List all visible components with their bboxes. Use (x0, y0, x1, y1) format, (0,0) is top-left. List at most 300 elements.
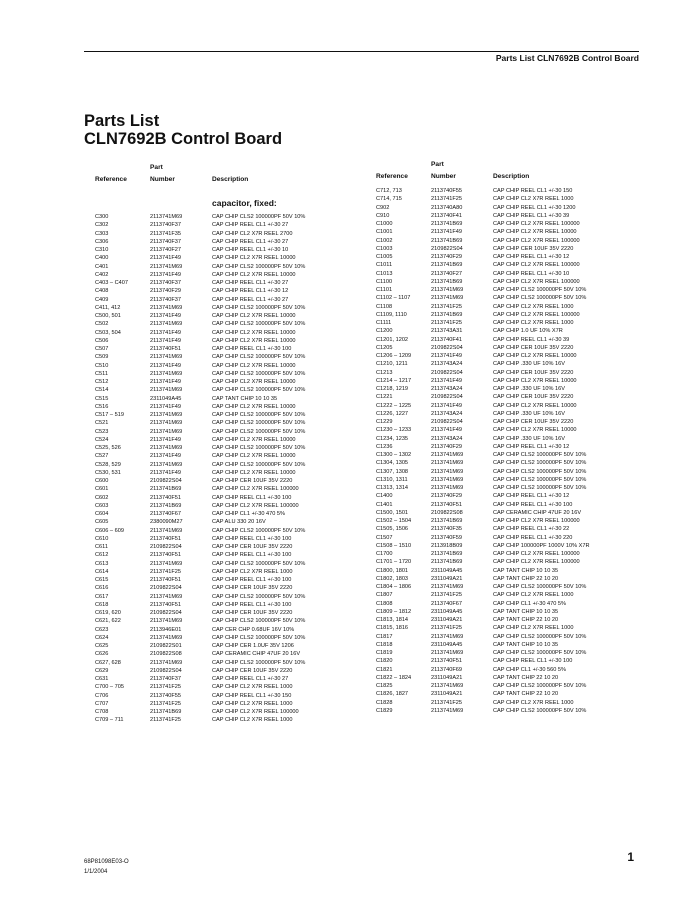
table-row (376, 600, 641, 608)
cell-part-number: 2113741M69 (150, 304, 183, 311)
cell-description: CAP CHIP CL2 X7R REEL 1000 (493, 303, 574, 310)
cell-part-number: 2113741B69 (150, 486, 182, 493)
cell-reference: C626 (95, 651, 109, 658)
table-row (95, 287, 360, 295)
table-row (95, 494, 360, 502)
table-row (376, 616, 641, 624)
table-row (95, 296, 360, 304)
cell-part-number: 2113741F49 (150, 469, 182, 476)
cell-description: CAP CHIP REEL CL1 +/-30 12 (212, 288, 289, 295)
cell-description: CAP CHIP CLS2 100000PF 50V 10% (212, 387, 306, 394)
cell-reference: C1221 (376, 394, 393, 401)
table-row (376, 360, 641, 368)
cell-description: CAP CHIP CLS2 100000PF 50V 10% (493, 633, 587, 640)
table-row (95, 518, 360, 526)
cell-reference: C1013 (376, 270, 393, 277)
cell-part-number: 2113740F51 (150, 494, 182, 501)
table-row (376, 220, 641, 228)
cell-part-number: 2109822S04 (431, 369, 463, 376)
cell-description: CAP CHIP CLS2 100000PF 50V 10% (493, 650, 587, 656)
cell-description: CAP CHIP CL2 X7R REEL 100000 (212, 486, 299, 493)
cell-description: CAP CHIP CLS2 100000PF 50V 10% (212, 304, 306, 311)
table-row (376, 517, 641, 525)
cell-part-number: 2311049A21 (431, 575, 463, 582)
cell-part-number: 2113740F37 (150, 238, 182, 245)
cell-reference: C514 (95, 387, 109, 394)
cell-part-number: 2113741B69 (150, 709, 182, 715)
cell-reference: C528, 529 (95, 461, 121, 468)
cell-description: CAP CHIP REEL CL1 +/-30 100 (493, 501, 573, 508)
cell-description: CAP CHIP CLS2 100000PF 50V 10% (493, 485, 587, 491)
table-row (376, 377, 641, 385)
cell-description: CAP CHIP CER 10UF 35V 2220 (212, 610, 293, 616)
header-part: Part (150, 164, 163, 171)
cell-reference: C623 (95, 626, 109, 633)
table-row (376, 187, 641, 195)
section-heading: capacitor, fixed: (212, 198, 277, 208)
cell-part-number: 2109822S08 (431, 509, 463, 516)
header-number: Number (150, 176, 175, 183)
cell-reference: C616 (95, 585, 109, 592)
doc-date: 1/1/2004 (84, 869, 108, 875)
cell-description: CAP TANT CHIP 10 10 35 (212, 395, 278, 402)
cell-part-number: 2113741M69 (150, 445, 183, 451)
table-row (95, 502, 360, 510)
cell-reference: C601 (95, 486, 109, 493)
cell-description: CAP CHIP CLS2 100000PF 50V 10% (212, 420, 306, 427)
cell-reference: C409 (95, 296, 109, 303)
cell-part-number: 2113740F59 (431, 534, 463, 541)
cell-part-number: 2113741B69 (431, 559, 463, 566)
cell-reference: C606 – 609 (95, 527, 124, 534)
cell-part-number: 2113741M69 (150, 659, 183, 666)
cell-description: CAP CHIP CLS2 100000PF 50V 10% (493, 476, 587, 483)
cell-reference: C910 (376, 212, 390, 219)
cell-description: CAP CHIP CER 10UF 35V 2220 (212, 667, 293, 674)
cell-description: CAP CHIP .330 UF 10% 16V (493, 410, 565, 417)
table-row (376, 294, 641, 302)
cell-part-number: 2113741F25 (431, 625, 463, 632)
cell-reference: C612 (95, 552, 109, 559)
cell-reference: C1813, 1814 (376, 617, 409, 623)
cell-reference: C517 – 519 (95, 412, 124, 418)
cell-part-number: 2113741M69 (431, 287, 464, 293)
cell-description: CAP CHIP REEL CL1 +/-30 12 (493, 493, 570, 500)
cell-reference: C1807 (376, 592, 393, 599)
cell-reference: C619, 620 (95, 610, 121, 616)
cell-part-number: 2113741M69 (431, 485, 464, 491)
cell-reference: C1222 – 1225 (376, 402, 412, 409)
cell-part-number: 2113741F35 (150, 230, 182, 237)
cell-description: CAP CHIP CLS2 100000PF 50V 10% (212, 634, 306, 641)
cell-reference: C624 (95, 634, 109, 641)
cell-reference: C600 (95, 478, 109, 484)
cell-part-number: 2113918B09 (431, 542, 463, 549)
table-row (95, 213, 360, 221)
cell-reference: C1400 (376, 493, 393, 500)
table-row (95, 362, 360, 370)
cell-description: CAP CHIP CER 10UF 35V 2220 (493, 344, 574, 351)
cell-reference: C507 (95, 346, 109, 352)
table-row (376, 270, 641, 278)
cell-part-number: 2113741M69 (431, 650, 464, 656)
table-row (376, 443, 641, 451)
table-row (376, 690, 641, 698)
cell-description: CAP CHIP CLS2 100000PF 50V 10% (493, 460, 587, 467)
cell-description: CAP CHIP CL2 X7R REEL 100000 (212, 502, 299, 509)
table-row (95, 254, 360, 262)
cell-description: CAP CHIP REEL CL1 +/-30 12 (493, 443, 570, 450)
cell-part-number: 2113741M69 (431, 683, 464, 689)
cell-part-number: 2109822S04 (150, 585, 182, 592)
cell-description: CAP CHIP CL2 X7R REEL 2700 (212, 230, 293, 237)
cell-reference: C1206 – 1209 (376, 353, 412, 359)
cell-description: CAP CHIP CL2 X7R REEL 10000 (212, 469, 296, 476)
cell-reference: C411, 412 (95, 304, 121, 311)
cell-description: CAP CERAMIC CHIP 47UF 20 16V (493, 509, 582, 516)
cell-part-number: 2113741F25 (431, 303, 463, 310)
table-row (95, 452, 360, 460)
cell-reference: C1230 – 1233 (376, 427, 412, 434)
cell-description: CAP TANT CHIP 22 10 20 (493, 691, 559, 698)
page-title-line2: CLN7692B Control Board (84, 130, 283, 148)
cell-reference: C1200 (376, 328, 393, 335)
table-row (95, 263, 360, 271)
table-header-right (376, 161, 641, 183)
cell-description: CAP CHIP REEL CL1 +/-30 12 (493, 254, 570, 260)
cell-description: CAP CHIP REEL CL1 +/-30 10 (493, 270, 570, 277)
table-row (95, 230, 360, 238)
cell-part-number: 2109822S04 (150, 478, 182, 484)
cell-part-number: 2113741M69 (431, 476, 464, 483)
cell-description: CAP CHIP REEL CL1 +/-30 27 (212, 296, 289, 303)
cell-part-number: 2113741F49 (150, 271, 182, 278)
cell-reference: C403 – C407 (95, 280, 128, 286)
cell-part-number: 2113741B69 (431, 237, 463, 244)
cell-part-number: 2311049A45 (431, 641, 463, 648)
cell-description: CAP CHIP CLS2 100000PF 50V 10% (493, 287, 587, 293)
cell-description: CAP CER CHP 0.68UF 16V 10% (212, 626, 295, 633)
cell-part-number: 2109822S04 (431, 394, 463, 401)
cell-description: CAP CERAMIC CHIP 47UF 20 16V (212, 651, 301, 658)
cell-reference: C302 (95, 222, 109, 229)
table-row (95, 221, 360, 229)
cell-part-number: 2113740F37 (150, 280, 182, 286)
cell-reference: C1210, 1211 (376, 361, 408, 368)
table-row (376, 492, 641, 500)
table-row (95, 304, 360, 312)
cell-reference: C1508 – 1510 (376, 542, 412, 549)
cell-description: CAP CHIP CL2 X7R REEL 10000 (493, 229, 577, 236)
table-row (376, 410, 641, 418)
table-header-left (95, 164, 360, 186)
table-row (95, 329, 360, 337)
cell-description: CAP CHIP CL2 X7R REEL 10000 (493, 353, 577, 359)
cell-part-number: 2113741F49 (150, 379, 182, 385)
cell-part-number: 2113741M69 (431, 452, 464, 458)
table-row (95, 593, 360, 601)
table-row (95, 386, 360, 394)
cell-part-number: 2113741M69 (150, 461, 183, 468)
cell-description: CAP CHIP REEL CL1 +/-30 27 (212, 238, 289, 245)
cell-part-number: 2113740F41 (431, 336, 463, 343)
cell-reference: C510 (95, 362, 109, 369)
cell-description: CAP CHIP .330 UF 10% 16V (493, 386, 565, 392)
cell-part-number: 2113741B69 (431, 311, 463, 318)
cell-part-number: 2113740F69 (431, 666, 463, 673)
table-row (95, 527, 360, 535)
table-row (376, 228, 641, 236)
cell-part-number: 2311049A45 (150, 395, 182, 402)
table-row (376, 402, 641, 410)
cell-reference: C1003 (376, 245, 393, 252)
cell-description: CAP CHIP CL2 X7R REEL 1000 (212, 684, 293, 691)
table-row (95, 700, 360, 708)
cell-reference: C1502 – 1504 (376, 518, 412, 524)
table-row (95, 271, 360, 279)
cell-description: CAP CHIP CL2 X7R REEL 100000 (493, 221, 580, 227)
cell-reference: C1234, 1235 (376, 435, 409, 442)
cell-part-number: 2109822S04 (431, 419, 463, 425)
cell-part-number: 2113741M69 (150, 354, 183, 361)
cell-part-number: 2380090M27 (150, 519, 183, 526)
cell-reference: C1205 (376, 344, 393, 351)
table-row (376, 509, 641, 517)
cell-part-number: 2109822S04 (150, 544, 182, 550)
cell-reference: C603 (95, 502, 109, 509)
table-row (376, 344, 641, 352)
table-row (95, 708, 360, 716)
cell-reference: C401 (95, 263, 109, 270)
cell-description: CAP ALU 330 20 16V (212, 519, 266, 526)
cell-description: CAP CHIP CER 10UF 35V 2220 (493, 394, 574, 401)
table-row (95, 609, 360, 617)
cell-description: CAP CHIP REEL CL1 +/-30 100 (212, 535, 292, 542)
table-row (95, 279, 360, 287)
cell-part-number: 2113741M69 (150, 214, 183, 220)
cell-part-number: 2113740F35 (431, 526, 463, 533)
table-row (376, 418, 641, 426)
cell-part-number: 2311049A45 (431, 567, 463, 574)
table-row (376, 501, 641, 509)
cell-part-number: 2113741B69 (150, 502, 182, 509)
cell-reference: C1822 – 1824 (376, 674, 412, 681)
table-row (95, 576, 360, 584)
cell-reference: C1201, 1202 (376, 336, 409, 343)
cell-description: CAP CHIP REEL CL1 +/-30 100 (493, 658, 573, 665)
cell-description: CAP CHIP CL2 X7R REEL 10000 (212, 362, 296, 369)
table-row (95, 345, 360, 353)
cell-part-number: 2113741F25 (150, 717, 182, 724)
cell-part-number: 2113740F27 (150, 247, 182, 253)
cell-reference: C1002 (376, 237, 393, 244)
header-reference: Reference (95, 176, 127, 183)
table-row (376, 459, 641, 467)
table-row (376, 699, 641, 707)
cell-reference: C506 (95, 337, 109, 344)
cell-reference: C310 (95, 247, 109, 253)
cell-description: CAP CHIP CL2 X7R REEL 10000 (212, 453, 296, 460)
footer-info (84, 857, 129, 877)
cell-reference: C709 – 711 (95, 717, 124, 724)
cell-description: CAP CHIP REEL CL1 +/-30 150 (212, 692, 292, 699)
cell-part-number: 2113741M69 (150, 321, 183, 328)
cell-part-number: 2311049A45 (431, 608, 463, 615)
rows-left (95, 213, 360, 725)
table-row (376, 336, 641, 344)
table-row (95, 395, 360, 403)
cell-reference: C617 (95, 593, 109, 600)
cell-description: CAP CHIP CLS2 100000PF 50V 10% (212, 593, 306, 600)
cell-reference: C602 (95, 494, 109, 501)
cell-part-number: 2113740F29 (431, 254, 463, 260)
cell-part-number: 2113740F51 (150, 535, 182, 542)
cell-part-number: 2113741F49 (150, 255, 182, 262)
cell-part-number: 2113741B69 (431, 278, 463, 285)
cell-reference: C516 (95, 403, 109, 410)
cell-reference: C706 (95, 692, 109, 699)
cell-reference: C1700 (376, 551, 393, 557)
cell-part-number: 2113741M69 (431, 633, 464, 640)
cell-description: CAP CHIP CL1 +/-30 470 5% (212, 511, 286, 517)
cell-description: CAP CHIP CL1 +/-30 560 5% (493, 666, 567, 673)
cell-reference: C500, 501 (95, 313, 121, 319)
table-row (95, 551, 360, 559)
cell-reference: C530, 531 (95, 469, 121, 476)
cell-reference: C511 (95, 370, 108, 377)
cell-description: CAP CHIP CL2 X7R REEL 10000 (212, 271, 296, 278)
cell-description: CAP CHIP CLS2 100000PF 50V 10% (493, 707, 587, 714)
table-row (376, 352, 641, 360)
cell-part-number: 2113741F25 (431, 196, 463, 203)
cell-description: CAP CHIP CLS2 100000PF 50V 10% (212, 445, 306, 451)
table-row (376, 212, 641, 220)
table-row (376, 369, 641, 377)
table-row (376, 311, 641, 319)
cell-reference: C629 (95, 667, 109, 674)
cell-description: CAP CHIP REEL CL1 +/-30 27 (212, 280, 289, 286)
table-row (95, 510, 360, 518)
cell-reference: C1800, 1801 (376, 567, 409, 574)
cell-description: CAP CHIP REEL CL1 +/-30 22 (493, 526, 570, 533)
cell-part-number: 2113741F25 (150, 568, 182, 575)
cell-part-number: 2113741F49 (150, 403, 182, 410)
cell-description: CAP CHIP REEL CL1 +/-30 100 (212, 494, 292, 501)
table-row (376, 327, 641, 335)
cell-description: CAP CHIP CLS2 100000PF 50V 10% (212, 263, 306, 270)
cell-description: CAP CHIP REEL CL1 +/-30 100 (212, 346, 292, 352)
cell-reference: C1701 – 1720 (376, 559, 412, 566)
cell-description: CAP CHIP CL2 X7R REEL 1000 (212, 717, 293, 724)
cell-part-number: 2113741F25 (150, 700, 182, 707)
cell-reference: C512 (95, 379, 109, 385)
cell-part-number: 2113741F49 (150, 313, 182, 319)
cell-reference: C1011 (376, 262, 393, 269)
cell-reference: C708 (95, 709, 109, 715)
table-row (95, 560, 360, 568)
cell-description: CAP CHIP CL1 +/-30 470 5% (493, 600, 567, 607)
table-row (376, 657, 641, 665)
cell-description: CAP CHIP REEL CL1 +/-30 100 (212, 577, 292, 583)
cell-description: CAP CHIP .330 UF 10% 16V (493, 361, 565, 368)
cell-reference: C1820 (376, 658, 393, 665)
cell-reference: C1000 (376, 221, 393, 227)
cell-description: CAP CHIP CER 10UF 35V 2220 (493, 369, 574, 376)
cell-part-number: 2113741F49 (150, 362, 182, 369)
page-title-line1: Parts List (84, 112, 160, 130)
cell-part-number: 2113741M69 (431, 584, 464, 590)
cell-description: CAP CHIP CLS2 100000PF 50V 10% (212, 560, 306, 567)
cell-description: CAP CHIP 1.0 UF 10% X7R (493, 328, 563, 335)
cell-description: CAP CHIP CLS2 100000PF 50V 10% (212, 461, 306, 468)
cell-description: CAP CHIP CLS2 100000PF 50V 10% (212, 354, 306, 361)
table-row (376, 682, 641, 690)
cell-part-number: 2113741M69 (431, 468, 464, 475)
cell-part-number: 2113741M69 (431, 295, 464, 302)
cell-part-number: 2113740F29 (431, 443, 463, 450)
cell-reference: C300 (95, 214, 109, 220)
cell-description: CAP CHIP CL2 X7R REEL 10000 (212, 313, 296, 319)
cell-reference: C1825 (376, 683, 393, 689)
cell-part-number: 2311049A21 (431, 691, 463, 698)
cell-part-number: 2113741B69 (431, 221, 463, 227)
cell-reference: C1001 (376, 229, 393, 236)
cell-part-number: 2113741F49 (431, 377, 463, 384)
cell-reference: C402 (95, 271, 109, 278)
cell-part-number: 2113741F49 (150, 453, 182, 460)
cell-part-number: 2311049A21 (431, 674, 463, 681)
cell-part-number: 2113741F49 (431, 353, 463, 359)
cell-reference: C1109, 1110 (376, 311, 407, 318)
cell-part-number: 2113740F37 (150, 222, 182, 229)
cell-reference: C615 (95, 577, 109, 583)
cell-description: CAP TANT CHIP 22 10 20 (493, 674, 559, 681)
cell-reference: C1313, 1314 (376, 485, 409, 491)
cell-description: CAP CHIP CL2 X7R REEL 1000 (493, 625, 574, 632)
cell-reference: C613 (95, 560, 109, 567)
table-row (95, 617, 360, 625)
table-row (95, 461, 360, 469)
cell-part-number: 2113740F51 (150, 552, 182, 559)
cell-part-number: 2113741F49 (431, 229, 463, 236)
table-row (376, 534, 641, 542)
cell-description: CAP CHIP REEL CL1 +/-30 27 (212, 676, 289, 682)
cell-description: CAP CHIP CL2 X7R REEL 100000 (212, 709, 299, 715)
table-row (95, 353, 360, 361)
header-rule (84, 51, 639, 52)
cell-part-number: 2113740F41 (431, 212, 463, 219)
cell-part-number: 2113741M69 (150, 593, 183, 600)
cell-reference: C502 (95, 321, 109, 328)
cell-part-number: 2113741F25 (431, 592, 463, 599)
cell-part-number: 2113740F37 (150, 296, 182, 303)
cell-description: CAP CHIP CLS2 100000PF 50V 10% (493, 584, 587, 590)
table-row (95, 601, 360, 609)
cell-description: CAP CHIP CL2 X7R REEL 100000 (493, 311, 580, 318)
cell-reference: C614 (95, 568, 109, 575)
cell-description: CAP CHIP REEL CL1 +/-30 27 (212, 222, 289, 229)
cell-part-number: 2113741M69 (150, 560, 183, 567)
cell-reference: C1300 – 1302 (376, 452, 412, 458)
cell-part-number: 2113741M69 (150, 263, 183, 270)
page-title (84, 112, 282, 148)
cell-reference: C521 (95, 420, 109, 427)
cell-description: CAP CHIP CER 10UF 35V 2220 (493, 245, 574, 252)
cell-part-number: 2113743A24 (431, 410, 463, 417)
cell-part-number: 2113741F49 (150, 436, 182, 443)
cell-reference: C1307, 1308 (376, 468, 409, 475)
table-row (376, 393, 641, 401)
